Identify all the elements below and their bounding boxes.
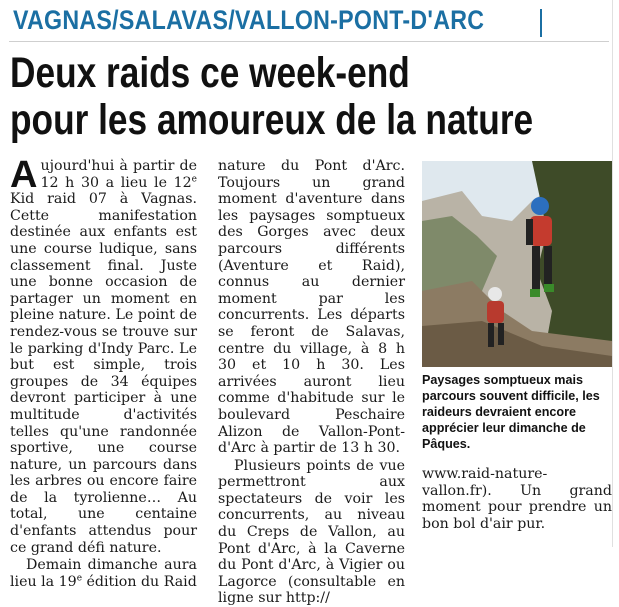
kicker-rule (9, 41, 609, 42)
article-paragraph: Aujourd'hui à partir de 12 h 30 a lieu le 12e Kid raid 07 à Vagnas. Cette manifestation destinée aux enfants est une course ludique, sans classement final. Juste une bonne occasion de partager un moment en pleine nature. Le point de rendez-vous se trouve sur le parking d'Indy Parc. Le but est simple, trois groupes de 34 équipes devront participer à une multitude d'activités telles qu'une randonnée sportive, une course nature, un parcours dans les arbres ou encore faire de la tyrolienne… Au total, une centaine d'enfants attendus pour ce grand défi nature. (10, 154, 197, 556)
kicker-divider (540, 9, 542, 37)
article-paragraph: nature du Pont d'Arc. Toujours un grand moment d'aventure dans les paysages somptueux des Gorges avec deux parcours différents (Aventure et Raid), connus au dernier moment par les concurrents. Les départs se feront de Salavas, centre du village, à 8 h 30 et 10 h 30. Les arrivées auront lieu comme d'habitude sur le boulevard Peschaire Alizon de Vallon-Pont-d'Arc à partir de 13 h 30. (218, 158, 405, 457)
kicker-text: VAGNAS/SALAVAS/VALLON-PONT-D'ARC (13, 5, 485, 35)
section-kicker (9, 2, 609, 38)
headline (10, 50, 533, 144)
article-column-1 (10, 154, 197, 590)
photo-caption: Paysages somptueux mais parcours souvent difficile, les raideurs devraient encore apprécier leur dimanche de Pâques. (422, 373, 600, 451)
trail-runners-photo (422, 161, 612, 367)
article-paragraph: www.raid-nature-vallon.fr). Un grand moment pour prendre un bon bol d'air pur. (422, 466, 612, 532)
article-column-3 (422, 466, 612, 532)
page-edge-rule (612, 0, 613, 547)
article-photo (422, 161, 612, 367)
article-column-2 (218, 158, 405, 607)
article-paragraph: Demain dimanche aura lieu la 19e édition du Raid (10, 557, 197, 590)
headline-line-1: Deux raids ce week-end (10, 49, 410, 97)
article-paragraph: Plusieurs points de vue permettront aux spectateurs de voir les concurrents, au niveau du Creps de Vallon, au Pont d'Arc, à la Caverne du Pont d'Arc, à Vigier ou Lagorce (consultable en ligne sur http:// (218, 457, 405, 607)
drop-cap: A (10, 154, 38, 196)
headline-line-2: pour les amoureux de la nature (10, 96, 534, 144)
